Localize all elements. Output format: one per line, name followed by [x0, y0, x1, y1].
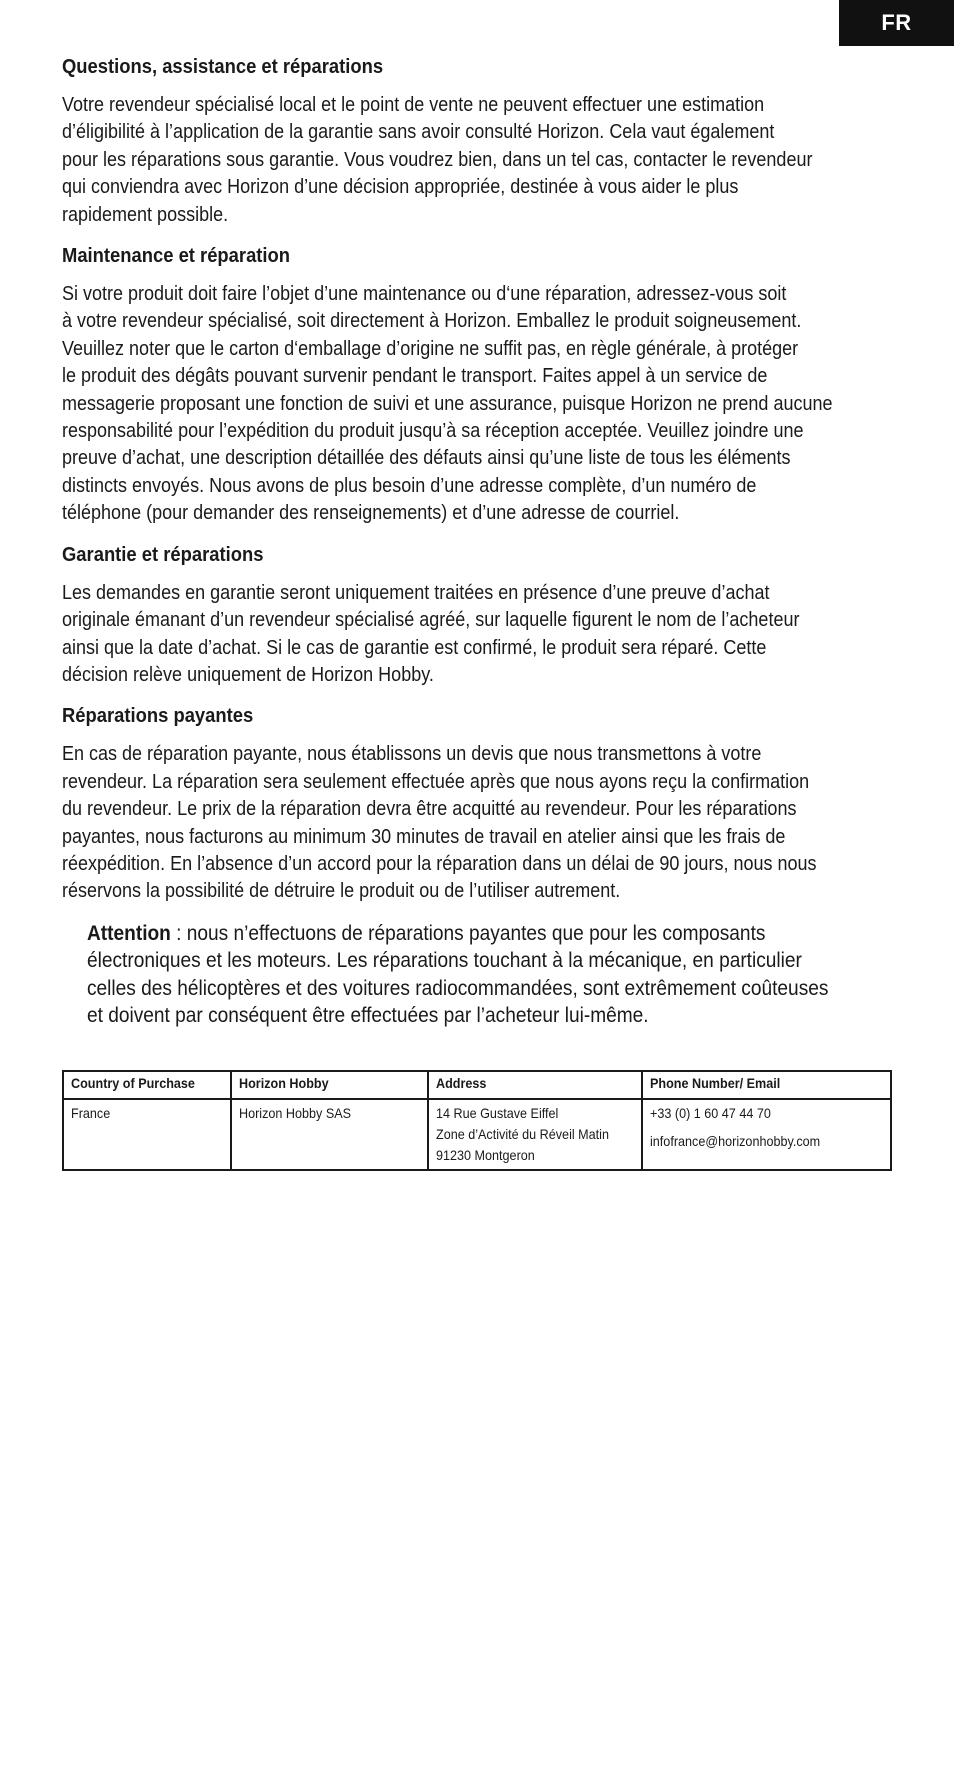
paragraph-line: Veuillez noter que le carton d‘emballage d’origine ne suffit pas, en règle générale, à protéger — [62, 337, 799, 360]
section-paragraph — [62, 281, 894, 528]
paragraph-line: rapidement possible. — [62, 203, 229, 226]
phone-number: +33 (0) 1 60 47 44 70 — [649, 1105, 771, 1121]
paragraph-line: messagerie proposant une fonction de suivi et une assurance, puisque Horizon ne prend aucune — [62, 392, 833, 415]
section-paid-repairs — [62, 703, 892, 905]
section-heading: Garantie et réparations — [62, 543, 264, 566]
attention-line — [87, 920, 906, 948]
paragraph-line: du revendeur. Le prix de la réparation devra être acquitté au revendeur. Pour les réparations — [62, 798, 797, 821]
section-paragraph — [62, 741, 894, 905]
attention-line: électroniques et les moteurs. Les réparations touchant à la mécanique, en particulier — [87, 949, 802, 973]
paragraph-line: Votre revendeur spécialisé local et le point de vente ne peuvent effectuer une estimation — [62, 94, 765, 116]
section-heading: Réparations payantes — [62, 705, 254, 728]
column-header-contact: Phone Number/ Email — [642, 1071, 891, 1099]
section-warranty — [62, 542, 892, 690]
column-header-company: Horizon Hobby — [231, 1071, 428, 1099]
paragraph-line: réexpédition. En l’absence d’un accord pour la réparation dans un délai de 90 jours, nous nous — [62, 852, 817, 875]
paragraph-line: distincts envoyés. Nous avons de plus besoin d’une adresse complète, d’un numéro de — [62, 474, 757, 497]
paragraph-line: preuve d’achat, une description détaillée des défauts ainsi qu’une liste de tous les éléments — [62, 447, 791, 470]
address-line: Zone d’Activité du Réveil Matin — [435, 1126, 609, 1142]
paragraph-line: téléphone (pour demander des renseignements) et d’une adresse de courriel. — [62, 502, 680, 525]
paragraph-line: responsabilité pour l’expédition du produit jusqu’à sa réception acceptée. Veuillez joindre une — [62, 420, 804, 443]
attention-text: : nous n’effectuons de réparations payantes que pour les composants — [170, 921, 766, 945]
attention-line: celles des hélicoptères et des voitures radiocommandées, sont extrêmement coûteuses — [87, 976, 829, 1000]
section-maintenance — [62, 243, 892, 528]
paragraph-line: le produit des dégâts pouvant survenir pendant le transport. Faites appel à un service de — [62, 365, 768, 388]
paragraph-line: qui conviendra avec Horizon d’une décision appropriée, destinée à vous aider le plus — [62, 176, 739, 199]
cell-contact — [642, 1099, 891, 1170]
paragraph-line: payantes, nous facturons au minimum 30 minutes de travail en atelier ainsi que les frais de — [62, 825, 786, 848]
paragraph-line: originale émanant d’un revendeur spécialisé agréé, sur laquelle figurent le nom de l’acheteur — [62, 609, 800, 632]
section-questions — [62, 54, 892, 229]
section-paragraph — [62, 580, 894, 690]
paragraph-line: Les demandes en garantie seront uniquement traitées en présence d’une preuve d’achat — [62, 581, 770, 604]
section-heading: Maintenance et réparation — [62, 245, 291, 268]
paragraph-line: d’éligibilité à l’application de la garantie sans avoir consulté Horizon. Cela vaut également — [62, 121, 775, 144]
attention-label: Attention — [87, 921, 171, 945]
contact-table — [62, 1070, 892, 1171]
table-header-row — [63, 1071, 891, 1099]
paragraph-line: Si votre produit doit faire l’objet d’une maintenance ou d‘une réparation, adressez-vous soit — [62, 283, 787, 306]
cell-address — [428, 1099, 642, 1170]
column-header-address: Address — [428, 1071, 642, 1099]
paragraph-line: revendeur. La réparation sera seulement effectuée après que nous ayons reçu la confirmation — [62, 770, 810, 793]
paragraph-line: à votre revendeur spécialisé, soit directement à Horizon. Emballez le produit soigneusement. — [62, 310, 802, 333]
attention-note — [87, 920, 906, 1030]
language-tab: FR — [839, 0, 954, 46]
address-line: 91230 Montgeron — [435, 1147, 535, 1163]
address-line: 14 Rue Gustave Eiffel — [435, 1105, 559, 1121]
column-header-country: Country of Purchase — [63, 1071, 231, 1099]
paragraph-line: décision relève uniquement de Horizon Hobby. — [62, 663, 434, 686]
paragraph-line: En cas de réparation payante, nous établissons un devis que nous transmettons à votre — [62, 743, 762, 766]
section-heading: Questions, assistance et réparations — [62, 56, 384, 78]
table-row — [63, 1099, 891, 1170]
section-paragraph — [62, 92, 894, 229]
email-address: infofrance@horizonhobby.com — [649, 1133, 820, 1149]
paragraph-line: ainsi que la date d’achat. Si le cas de garantie est confirmé, le produit sera réparé. Cette — [62, 636, 767, 659]
paragraph-line: pour les réparations sous garantie. Vous voudrez bien, dans un tel cas, contacter le revendeur — [62, 148, 813, 171]
cell-company: Horizon Hobby SAS — [231, 1099, 428, 1170]
attention-line: et doivent par conséquent être effectuées par l’acheteur lui-même. — [87, 1004, 649, 1028]
paragraph-line: réservons la possibilité de détruire le produit ou de l’utiliser autrement. — [62, 880, 621, 903]
cell-country: France — [63, 1099, 231, 1170]
document-body — [62, 54, 892, 1030]
